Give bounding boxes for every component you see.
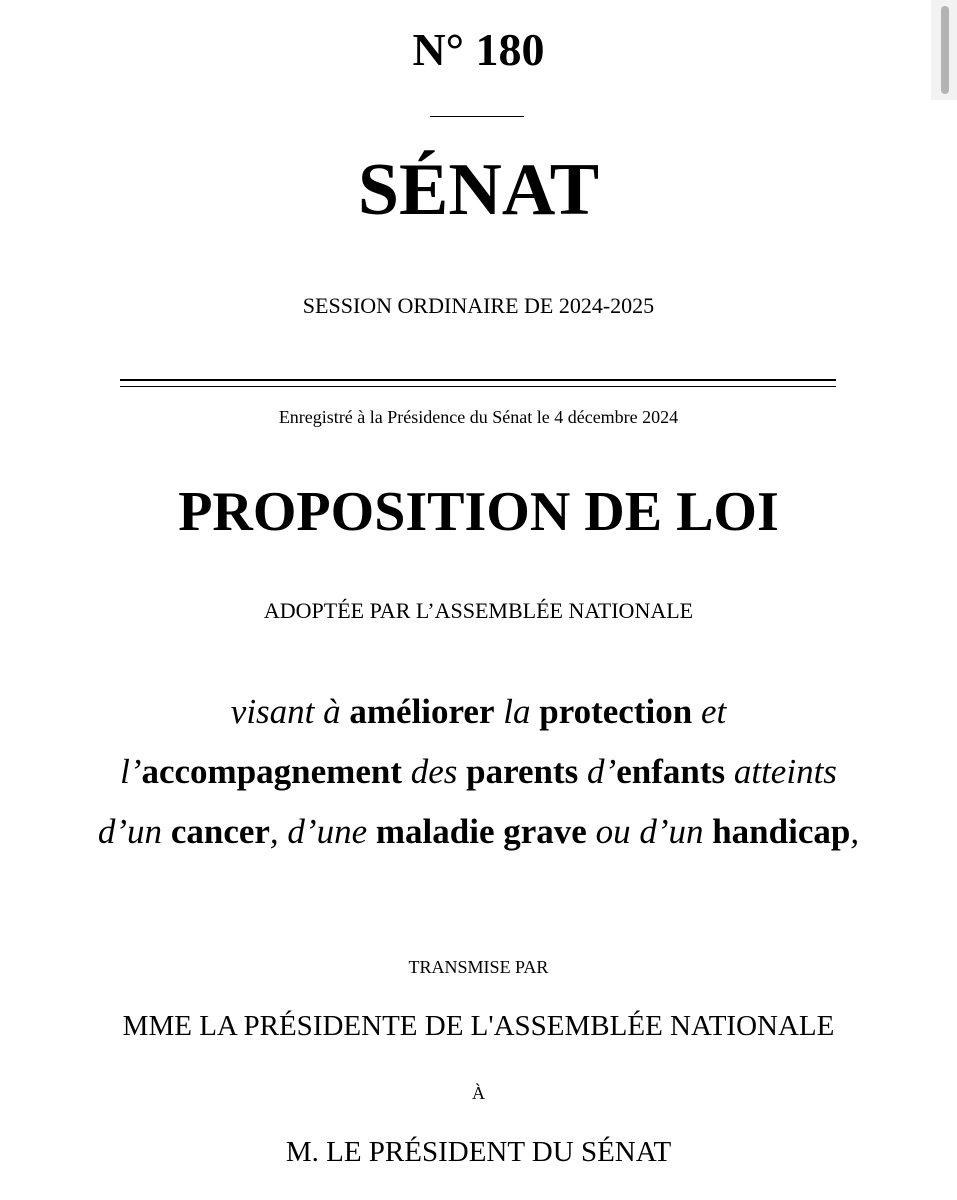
title-text: d’un: [97, 812, 171, 851]
document-type: PROPOSITION DE LOI: [178, 481, 779, 543]
double-divider-top: [120, 379, 836, 381]
title-keyword: enfants: [616, 752, 726, 791]
transmitted-by-label: TRANSMISE PAR: [408, 957, 549, 977]
registration-date: Enregistré à la Présidence du Sénat le 4 décembre 2024: [278, 407, 679, 427]
title-text: atteints: [725, 752, 837, 791]
title-keyword: accompagnement: [141, 752, 402, 791]
bill-title-line-1: [0, 690, 957, 734]
title-keyword: handicap: [712, 812, 851, 851]
bill-title-line-3: [0, 810, 957, 854]
title-text: ,: [850, 812, 860, 851]
title-keyword: protection: [539, 692, 693, 731]
document-number: N° 180: [412, 24, 545, 75]
title-text: la: [494, 692, 540, 731]
chamber-title: SÉNAT: [357, 149, 600, 231]
vertical-scrollbar[interactable]: [931, 0, 957, 100]
title-text: , d’une: [269, 812, 376, 851]
title-keyword: maladie grave: [375, 812, 587, 851]
title-text: visant à: [230, 692, 350, 731]
bill-title-line-2: [0, 750, 957, 794]
title-text: l’: [120, 752, 142, 791]
title-keyword: parents: [466, 752, 579, 791]
title-keyword: améliorer: [349, 692, 495, 731]
adopted-by: ADOPTÉE PAR L’ASSEMBLÉE NATIONALE: [263, 598, 694, 623]
recipient: M. LE PRÉSIDENT DU SÉNAT: [285, 1136, 672, 1168]
title-keyword: cancer: [170, 812, 270, 851]
sender: MME LA PRÉSIDENTE DE L'ASSEMBLÉE NATIONALE: [122, 1010, 835, 1042]
recipient-label: À: [472, 1083, 485, 1103]
title-text: d’: [578, 752, 617, 791]
title-text: des: [401, 752, 467, 791]
scrollbar-thumb[interactable]: [941, 6, 949, 94]
session-label: SESSION ORDINAIRE DE 2024-2025: [302, 293, 655, 318]
double-divider-bottom: [120, 386, 836, 387]
short-divider: [430, 116, 524, 117]
title-text: ou d’un: [586, 812, 713, 851]
title-text: et: [692, 692, 727, 731]
